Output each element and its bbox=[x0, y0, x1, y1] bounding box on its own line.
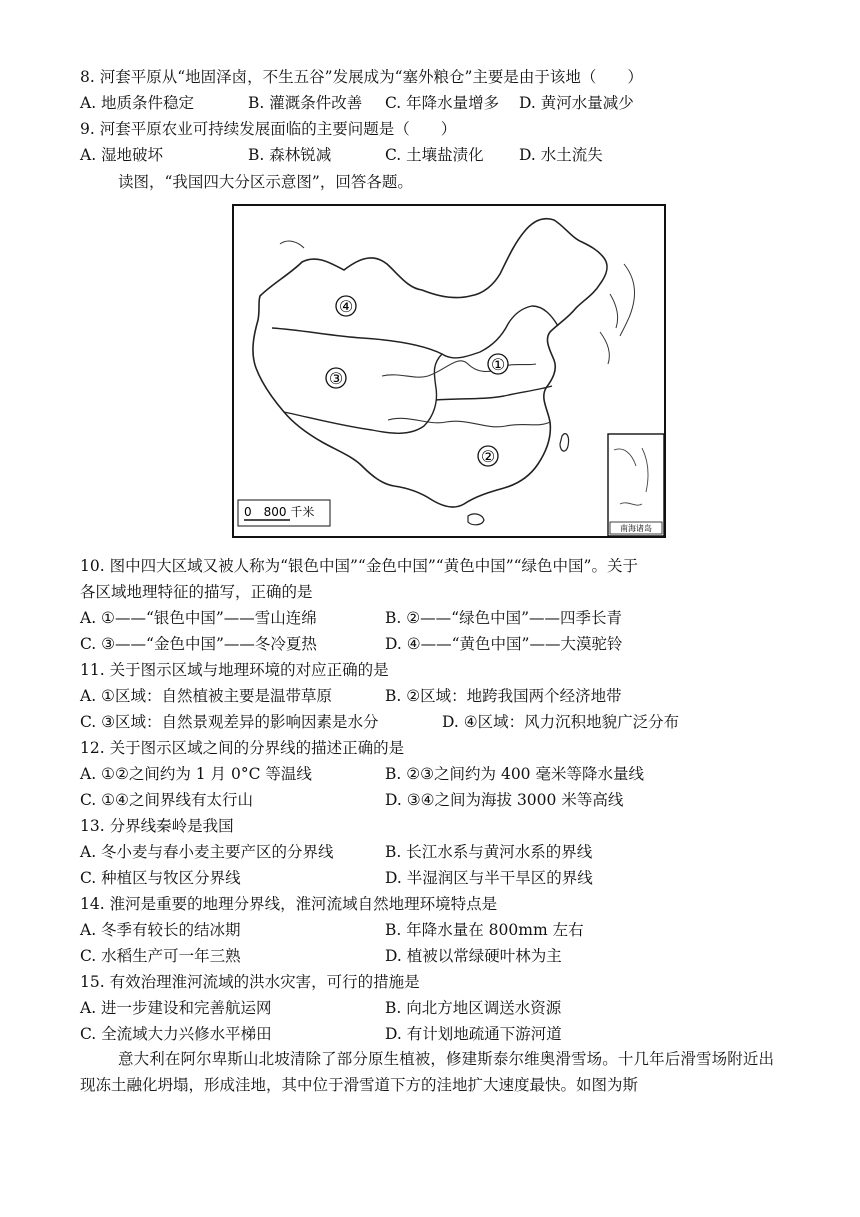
svg-text:②: ② bbox=[480, 447, 496, 466]
q14-option-d: D. 植被以常绿硬叶林为主 bbox=[385, 947, 562, 965]
question-13-stem: 13. 分界线秦岭是我国 bbox=[80, 817, 234, 835]
q14-option-c: C. 水稻生产可一年三熟 bbox=[80, 947, 241, 965]
question-10-stem-line2: 各区域地理特征的描写，正确的是 bbox=[80, 583, 313, 601]
svg-text:③: ③ bbox=[328, 369, 344, 388]
q15-option-c: C. 全流域大力兴修水平梯田 bbox=[80, 1025, 272, 1043]
q12-option-d: D. ③④之间为海拔 3000 米等高线 bbox=[385, 791, 624, 809]
q12-option-c: C. ①④之间界线有太行山 bbox=[80, 791, 253, 809]
region-label-2 bbox=[478, 446, 498, 466]
inset-label: 南海诸岛 bbox=[620, 524, 652, 533]
question-11-stem: 11. 关于图示区域与地理环境的对应正确的是 bbox=[80, 661, 389, 679]
q11-option-b: B. ②区域：地跨我国两个经济地带 bbox=[385, 687, 622, 705]
ski-resort-passage: 意大利在阿尔卑斯山北坡清除了部分原生植被，修建斯泰尔维奥滑雪场。十几年后滑雪场附近出现冻土融化坍塌，形成洼地，其中位于滑雪道下方的洼地扩大速度最快。如图为斯 bbox=[80, 1050, 774, 1094]
q10-option-a: A. ①——“银色中国”——雪山连绵 bbox=[80, 609, 317, 627]
q14-option-b: B. 年降水量在 800mm 左右 bbox=[385, 921, 584, 939]
q9-option-a: A. 湿地破坏 bbox=[80, 146, 164, 164]
q8-option-a: A. 地质条件稳定 bbox=[80, 94, 195, 112]
region-label-1 bbox=[488, 354, 508, 374]
q11-option-c: C. ③区域：自然景观差异的影响因素是水分 bbox=[80, 713, 379, 731]
q13-option-d: D. 半湿润区与半干旱区的界线 bbox=[385, 869, 593, 887]
q15-option-d: D. 有计划地疏通下游河道 bbox=[385, 1025, 562, 1043]
q8-option-d: D. 黄河水量减少 bbox=[519, 94, 634, 112]
q10-option-c: C. ③——“金色中国”——冬冷夏热 bbox=[80, 635, 317, 653]
q15-option-b: B. 向北方地区调送水资源 bbox=[385, 999, 562, 1017]
q9-option-d: D. 水土流失 bbox=[519, 146, 603, 164]
region-label-3 bbox=[326, 368, 346, 388]
scale-label: 0 800 千米 bbox=[244, 505, 315, 519]
question-14-stem: 14. 淮河是重要的地理分界线，淮河流域自然地理环境特点是 bbox=[80, 895, 498, 913]
svg-text:①: ① bbox=[490, 355, 506, 374]
q9-option-b: B. 森林锐减 bbox=[248, 146, 332, 164]
q8-option-b: B. 灌溉条件改善 bbox=[248, 94, 363, 112]
q9-option-c: C. 土壤盐渍化 bbox=[385, 146, 484, 164]
q10-option-d: D. ④——“黄色中国”——大漠驼铃 bbox=[385, 635, 623, 653]
q12-option-b: B. ②③之间约为 400 毫米等降水量线 bbox=[385, 765, 644, 783]
q13-option-a: A. 冬小麦与春小麦主要产区的分界线 bbox=[80, 843, 334, 861]
q13-option-b: B. 长江水系与黄河水系的界线 bbox=[385, 843, 593, 861]
q15-option-a: A. 进一步建设和完善航运网 bbox=[80, 999, 272, 1017]
q12-option-a: A. ①②之间约为 1 月 0°C 等温线 bbox=[80, 765, 312, 783]
q10-option-b: B. ②——“绿色中国”——四季长青 bbox=[385, 609, 622, 627]
question-12-stem: 12. 关于图示区域之间的分界线的描述正确的是 bbox=[80, 739, 405, 757]
q13-option-c: C. 种植区与牧区分界线 bbox=[80, 869, 241, 887]
q8-option-c: C. 年降水量增多 bbox=[385, 94, 500, 112]
china-regions-map bbox=[232, 204, 666, 538]
map-intro: 读图，“我国四大分区示意图”，回答各题。 bbox=[118, 173, 413, 191]
q11-option-a: A. ①区域：自然植被主要是温带草原 bbox=[80, 687, 332, 705]
question-9-stem: 9. 河套平原农业可持续发展面临的主要问题是（ ） bbox=[80, 120, 457, 138]
question-15-stem: 15. 有效治理淮河流域的洪水灾害，可行的措施是 bbox=[80, 973, 420, 991]
q11-option-d: D. ④区域：风力沉积地貌广泛分布 bbox=[442, 713, 680, 731]
question-8-stem: 8. 河套平原从“地固泽卤，不生五谷”发展成为“塞外粮仓”主要是由于该地（ ） bbox=[80, 68, 643, 86]
q14-option-a: A. 冬季有较长的结冰期 bbox=[80, 921, 241, 939]
question-10-stem-line1: 10. 图中四大区域又被人称为“银色中国”“金色中国”“黄色中国”“绿色中国”。关于 bbox=[80, 557, 638, 575]
svg-text:④: ④ bbox=[338, 297, 354, 316]
map-svg bbox=[232, 204, 666, 538]
region-label-4 bbox=[336, 296, 356, 316]
